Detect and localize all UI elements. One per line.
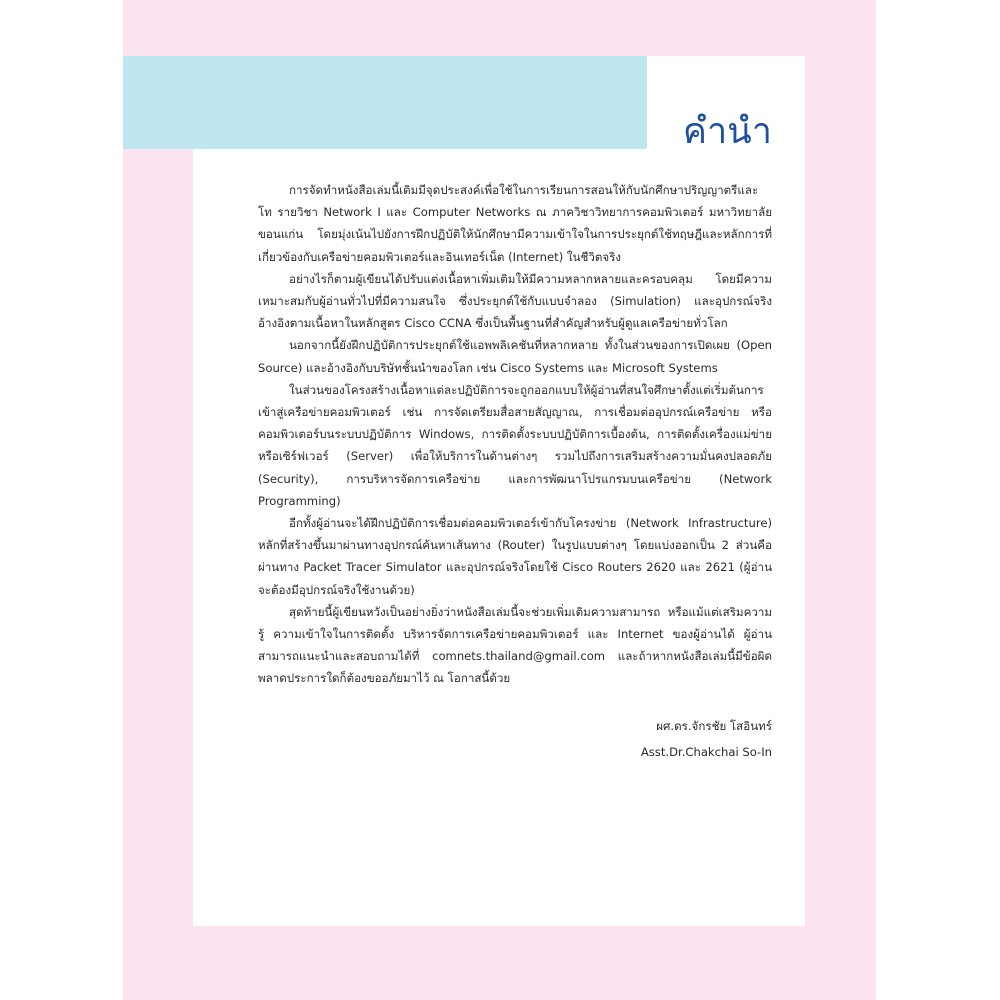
paragraph-2: อย่างไรก็ตามผู้เขียนได้ปรับแต่งเนื้อหาเพิ่มเติมให้มีความหลากหลายและครอบคลุม โดยมีความเหมาะสมกับผู้อ่านทั่วไปที่มีความสนใจ ซึ่งประยุกต์ใช้กับแบบจำลอง (Simulation) และอุปกรณ์จริง อ้างอิงตามเนื้อหาในหลักสูตร Cisco CCNA ซึ่งเป็นพื้นฐานที่สำคัญสำหรับผู้ดูแลเครือข่ายทั่วโลก [258, 271, 772, 331]
paragraph-4: ในส่วนของโครงสร้างเนื้อหาแต่ละปฏิบัติการจะถูกออกแบบให้ผู้อ่านที่สนใจศึกษาตั้งแต่เริ่มต้นการเข้าสู่เครือข่ายคอมพิวเตอร์ เช่น การจัดเตรียมสื่อสายสัญญาณ, การเชื่อมต่ออุปกรณ์เครือข่าย หรือคอมพิวเตอร์บนระบบปฏิบัติการ Windows, การติดตั้งระบบปฏิบัติการเบื้องต้น, การติดตั้งเครื่องแม่ข่ายหรือเซิร์ฟเวอร์ (Server) เพื่อให้บริการในด้านต่างๆ รวมไปถึงการเสริมสร้างความมั่นคงปลอดภัย (Security), การบริหารจัดการเครือข่าย และการพัฒนาโปรแกรมบนเครือข่าย (Network Programming) [258, 382, 772, 508]
author-name-thai: ผศ.ดร.จักรชัย โสอินทร์ [656, 719, 772, 733]
author-name-english: Asst.Dr.Chakchai So-In [640, 745, 772, 759]
author-signature [641, 713, 772, 765]
paragraph-1: การจัดทำหนังสือเล่มนี้เดิมมีจุดประสงค์เพื่อใช้ในการเรียนการสอนให้กับนักศึกษาปริญญาตรีและโท รายวิชา Network I และ Computer Networks ณ ภาควิชาวิทยาการคอมพิวเตอร์ มหาวิทยาลัยขอนแก่น โดยมุ่งเน้นไปยังการฝึกปฏิบัติให้นักศึกษามีความเข้าใจในการประยุกต์ใช้ทฤษฎีและหลักการที่เกี่ยวข้องกับเครือข่ายคอมพิวเตอร์และอินเทอร์เน็ต (Internet) ในชีวิตจริง [258, 183, 772, 264]
paragraph-6: สุดท้ายนี้ผู้เขียนหวังเป็นอย่างยิ่งว่าหนังสือเล่มนี้จะช่วยเพิ่มเติมความสามารถ หรือแม้แต่เสริมความรู้ ความเข้าใจในการติดตั้ง บริหารจัดการเครือข่ายคอมพิวเตอร์ และ Internet ของผู้อ่านได้ ผู้อ่านสามารถแนะนำและสอบถามได้ที่ comnets.thailand@gmail.com และถ้าหากหนังสือเล่มนี้มีข้อผิดพลาดประการใดก็ต้องขออภัยมาไว้ ณ โอกาสนี้ด้วย [258, 604, 772, 686]
preface-body [258, 179, 772, 690]
paragraph-5: อีกทั้งผู้อ่านจะได้ฝึกปฏิบัติการเชื่อมต่อคอมพิวเตอร์เข้ากับโครงข่าย (Network Infrastructure) หลักที่สร้างขึ้นมาผ่านทางอุปกรณ์ค้นหาเส้นทาง (Router) ในรูปแบบต่างๆ โดยแบ่งออกเป็น 2 ส่วนคือ ผ่านทาง Packet Tracer Simulator และอุปกรณ์จริงโดยใช้ Cisco Routers 2620 และ 2621 (ผู้อ่านจะต้องมีอุปกรณ์จริงใช้งานด้วย) [258, 516, 772, 597]
paragraph-3: นอกจากนี้ยังฝึกปฏิบัติการประยุกต์ใช้แอพพลิเคชันที่หลากหลาย ทั้งในส่วนของการเปิดเผย (Open Source) และอ้างอิงกับบริษัทชั้นนำของโลก เช่น Cisco Systems และ Microsoft Systems [258, 338, 772, 375]
page-title: คำนำ [682, 111, 772, 153]
blue-header-band [123, 56, 647, 149]
